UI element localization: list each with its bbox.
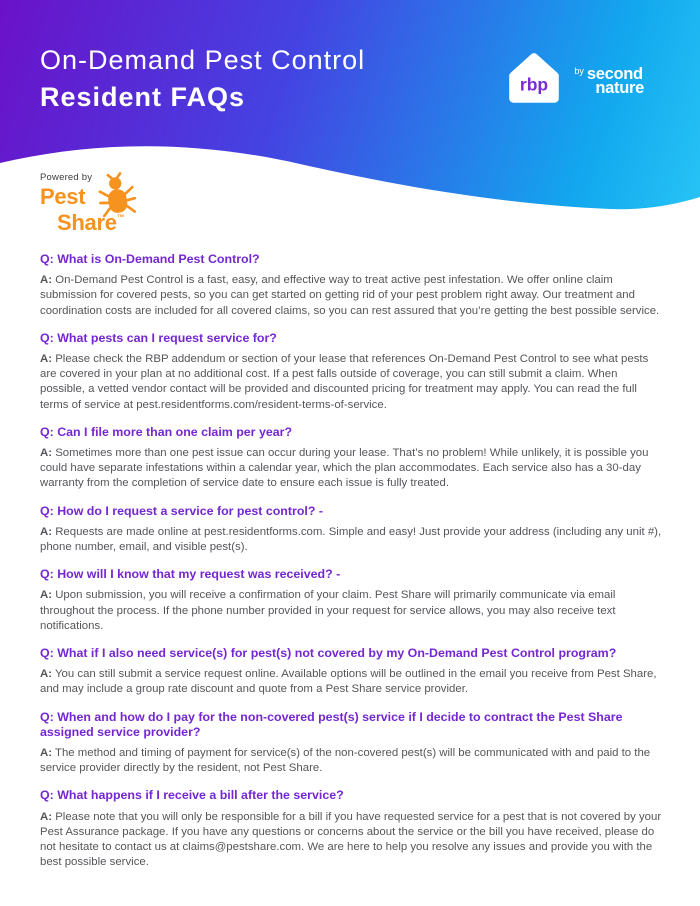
- answer-text: On-Demand Pest Control is a fast, easy, and effective way to treat active pest infestation. We offer online claim submission for covered pests, so you can get started on getting rid of your pest problem right away. Our treatment and coordination costs are included for all covered claims, so you can rest assured that you’re getting the best possible service.: [40, 274, 660, 317]
- answer-prefix: A:: [40, 810, 53, 823]
- faq-answer-2: [40, 352, 664, 413]
- answer-text: Upon submission, you will receive a confirmation of your claim. Pest Share will primarily communicate via email throughout the process. If the phone number provided in your request for service allows, you may also receive text notifications.: [40, 589, 616, 632]
- faq-question-4: Q: How do I request a service for pest control? -: [40, 503, 323, 518]
- header-banner: [0, 0, 700, 235]
- nature-word: nature: [595, 78, 644, 97]
- pest-share-logo: [40, 172, 190, 233]
- second-word: second: [586, 64, 643, 83]
- answer-prefix: A:: [40, 747, 53, 760]
- rbp-badge-text: rbp: [520, 74, 549, 95]
- faq-answer-5: [40, 588, 664, 634]
- faq-question-2: Q: What pests can I request service for?: [40, 330, 277, 345]
- beetle-icon: [93, 166, 140, 218]
- faq-answer-4: [40, 525, 664, 555]
- by-label: by: [574, 65, 584, 76]
- title-line-2: Resident FAQs: [40, 82, 246, 112]
- trademark-symbol: ™: [116, 213, 125, 222]
- faq-answer-7: [40, 746, 664, 776]
- answer-text: Please note that you will only be responsible for a bill if you have requested service for a pest that is not covered by your Pest Assurance package. If you have any questions or concerns about the service or the bill you have received, please do not hesitate to contact us at claims@pestshare.com. We are here to help you resolve any issues and provide you with the best possible service.: [40, 810, 662, 869]
- faq-question-7: Q: When and how do I pay for the non-covered pest(s) service if I decide to contract the Pest Share assigned service provider?: [40, 709, 623, 739]
- faq-question-8: Q: What happens if I receive a bill after the service?: [40, 788, 344, 803]
- answer-prefix: A:: [40, 589, 53, 602]
- faq-answer-3: [40, 446, 664, 492]
- faq-answer-1: [40, 273, 664, 319]
- share-word-text: Share: [57, 210, 117, 235]
- faq-answer-8: [40, 810, 664, 871]
- answer-text: Sometimes more than one pest issue can occur during your lease. That’s no problem! While unlikely, it is possible you could have separate infestations within a calendar year, which the plan accommodates. Each service also has a 30-day warranty from the completion of service date to ensure each issue is fully treated.: [40, 447, 649, 490]
- faq-answer-6: [40, 667, 664, 697]
- powered-by-label: Powered by: [40, 172, 93, 183]
- title-line-1: On-Demand Pest Control: [40, 45, 366, 75]
- answer-text: Please check the RBP addendum or section of your lease that references On-Demand Pest Control to see what pests are covered in your plan at no additional cost. If a pest falls outside of coverage, you can still submit a claim. When possible, a vetted vendor contact will be provided and discounted pricing for treatment may apply. You can read the full terms of service at pest.residentforms.com/resident-terms-of-service.: [40, 353, 649, 411]
- answer-prefix: A:: [40, 353, 53, 366]
- faq-question-6: Q: What if I also need service(s) for pest(s) not covered by my On-Demand Pest Control program?: [40, 646, 617, 661]
- faq-question-1: Q: What is On-Demand Pest Control?: [40, 252, 260, 266]
- answer-prefix: A:: [40, 274, 53, 287]
- faq-question-5: Q: How will I know that my request was received? -: [40, 567, 341, 582]
- answer-text: The method and timing of payment for service(s) of the non-covered pest(s) will be communicated with and paid to the service provider directly by the resident, not Pest Share.: [40, 747, 651, 775]
- faq-question-3: Q: Can I file more than one claim per year?: [40, 424, 293, 439]
- answer-prefix: A:: [40, 447, 53, 460]
- answer-text: You can still submit a service request online. Available options will be outlined in the email you receive from Pest Share, and may include a group rate discount and quote from a Pest Share service provider.: [40, 668, 657, 696]
- pest-word: Pest: [40, 184, 86, 209]
- faq-list: [0, 235, 700, 871]
- answer-text: Requests are made online at pest.residentforms.com. Simple and easy! Just provide your address (including any unit #), phone number, email, and visible pest(s).: [40, 525, 662, 554]
- answer-prefix: A:: [40, 668, 53, 681]
- answer-prefix: A:: [40, 525, 53, 538]
